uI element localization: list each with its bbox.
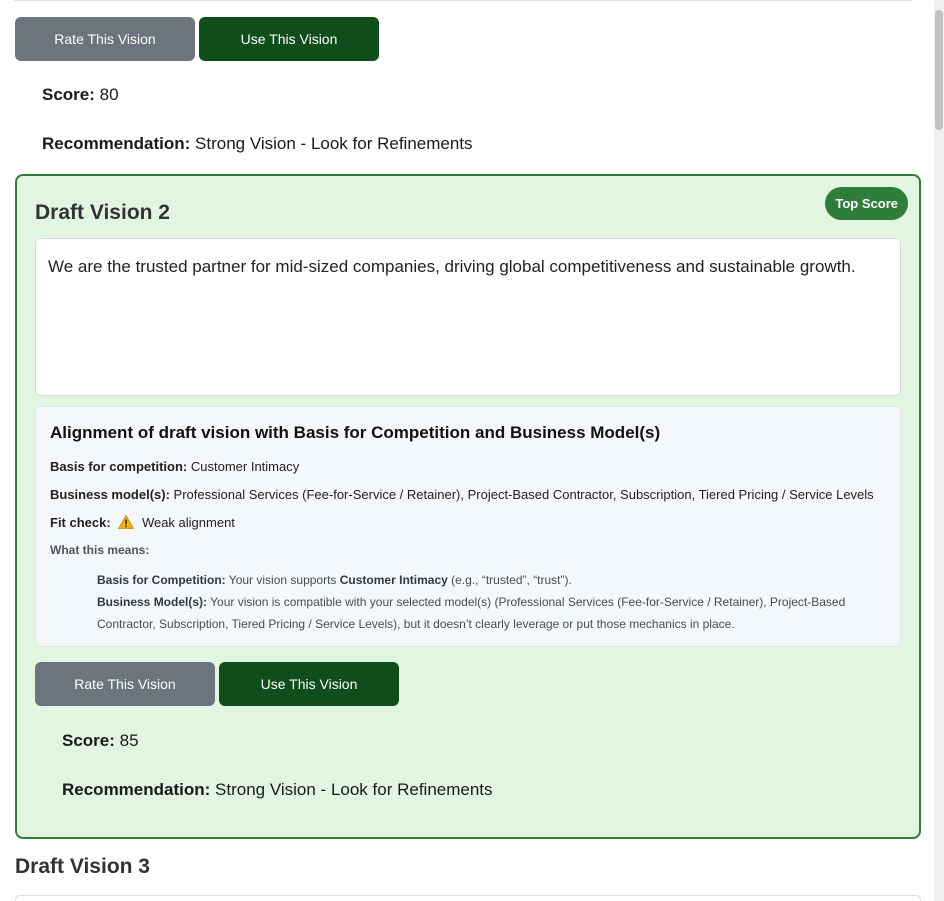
draft2-score <box>62 731 139 751</box>
draft3-vision-text[interactable] <box>15 895 921 901</box>
means-basis-line <box>97 569 897 591</box>
basis-line <box>50 459 299 474</box>
draft1-button-row <box>15 17 379 61</box>
fit-check-line <box>50 515 235 530</box>
score-label: Score: <box>62 731 115 750</box>
basis-value: Customer Intimacy <box>190 459 300 474</box>
score-value: 80 <box>99 85 119 104</box>
means-basis-strong: Customer Intimacy <box>339 573 448 587</box>
draft2-recommendation <box>62 780 493 800</box>
fit-label: Fit check: <box>50 515 111 530</box>
recommendation-value: Strong Vision - Look for Refinements <box>195 134 473 153</box>
draft1-recommendation <box>42 134 473 154</box>
means-model-label: Business Model(s): <box>97 595 208 609</box>
warning-icon <box>118 515 134 529</box>
score-label: Score: <box>42 85 95 104</box>
draft1-use-button[interactable]: Use This Vision <box>199 17 379 61</box>
model-label: Business model(s): <box>50 487 170 502</box>
draft1-score <box>42 85 119 105</box>
draft3-title: Draft Vision 3 <box>15 855 150 878</box>
draft2-use-button[interactable]: Use This Vision <box>219 662 399 706</box>
draft2-rate-button[interactable]: Rate This Vision <box>35 662 215 706</box>
means-model-line <box>97 591 897 635</box>
means-basis-label: Basis for Competition: <box>97 573 226 587</box>
scrollbar[interactable] <box>934 0 944 901</box>
what-this-means-body <box>97 569 897 635</box>
draft2-vision-text[interactable]: We are the trusted partner for mid-sized companies, driving global competitiveness and sustainable growth. <box>35 238 901 396</box>
means-basis-pre: Your vision supports <box>228 573 337 587</box>
score-value: 85 <box>119 731 139 750</box>
draft2-title: Draft Vision 2 <box>35 201 170 224</box>
alignment-panel <box>35 406 901 647</box>
model-value: Professional Services (Fee-for-Service / Retainer), Project-Based Contractor, Subscription, Tiered Pricing / Service Levels <box>173 487 874 502</box>
draft2-card <box>15 174 921 839</box>
recommendation-value: Strong Vision - Look for Refinements <box>215 780 493 799</box>
means-basis-post: (e.g., “trusted”, “trust”). <box>451 573 572 587</box>
top-score-badge: Top Score <box>825 187 908 220</box>
recommendation-label: Recommendation: <box>62 780 211 799</box>
scrollbar-thumb[interactable] <box>935 10 943 130</box>
basis-label: Basis for competition: <box>50 459 188 474</box>
alignment-title: Alignment of draft vision with Basis for Competition and Business Model(s) <box>50 423 661 442</box>
recommendation-label: Recommendation: <box>42 134 191 153</box>
what-this-means-label: What this means: <box>50 543 150 557</box>
fit-value: Weak alignment <box>141 515 235 530</box>
model-line <box>50 487 874 502</box>
draft2-button-row <box>35 662 399 706</box>
top-divider <box>14 0 912 1</box>
means-model-text: Your vision is compatible with your selected model(s) (Professional Services (Fee-for-Service / Retainer), Project-Based Contractor, Subscription, Tiered Pricing / Service Levels), but it doesn’t clearly leverage or put those mechanics in place. <box>97 595 846 631</box>
draft1-rate-button[interactable]: Rate This Vision <box>15 17 195 61</box>
